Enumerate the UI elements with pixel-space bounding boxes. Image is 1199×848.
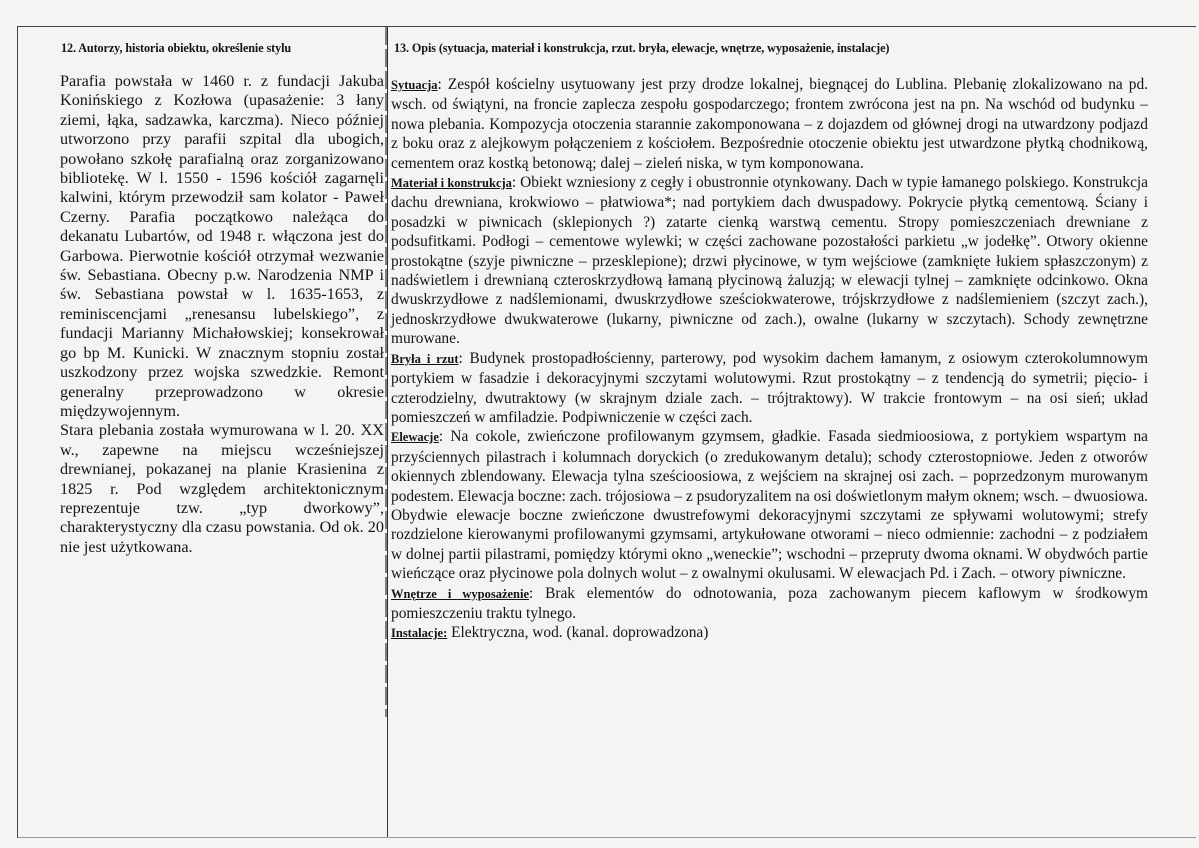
mass-plan-label: Bryła i rzut: [391, 351, 459, 366]
history-parish-paragraph: Parafia powstała w 1460 r. z fundacji Jakuba Konińskiego z Kozłowa (upasażenie: 3 łany ziemi, łąka, sadzawka, karczma). Nieco później utworzono przy parafii szpital dla ubogich, powołano szkołę parafialną oraz zorganizowano bibliotekę. W l. 1550 - 1596 kościół zagarnęli kalwini, którym przewodził sam kolator - Paweł Czerny. Parafia początkowo należąca do dekanatu Lubartów, od 1948 r. włączona jest do Garbowa. Pierwotnie kościół otrzymał wezwanie św. Sebastiana. Obecny p.w. Narodzenia NMP i św. Sebastiana powstał w l. 1635-1653, z reminiscencjami „renesansu lubelskiego”, z fundacji Marianny Michałowskiej; konsekrował go bp M. Kunicki. W znacznym stopniu został uszkodzony przez wojska szwedzkie. Remont generalny przeprowadzono w okresie międzywojennym.: [60, 72, 384, 420]
material-label: Materiał i konstrukcja: [391, 176, 512, 191]
section-13-heading: 13. Opis (sytuacja, materiał i konstrukcja, rzut. bryła, elewacje, wnętrze, wyposażenie, instalacje): [394, 41, 890, 55]
mass-plan-text: Budynek prostopadłościenny, parterowy, pod wysokim dachem łamanym, z osiowym czterokolumnowym portykiem w fasadzie i dekoracyjnymi szczytami wolutowymi. Rzut prostokątny – z tendencją do symetrii; pięcio- i czterodzielny, dwutraktowy (w skrajnym dziale zach. – trójtraktowy). W trakcie frontowym – na osi sień; układ pomieszczeń w amfiladzie. Podpiwniczenie w części zach.: [391, 349, 1148, 426]
section-12-heading: 12. Autorzy, historia obiektu, określenie stylu: [61, 41, 292, 55]
interior-paragraph: Wnętrze i wyposażenie: Brak elementów do odnotowania, poza zachowanym piecem kaflowym w środkowym pomieszczeniu traktu tylnego.: [391, 584, 1148, 622]
situation-paragraph: Sytuacja: Zespół kościelny usytuowany jest przy drodze lokalnej, biegnącej do Lublina. Plebanię zlokalizowano na pd. wsch. od świątyni, na froncie zaplecza zespołu gospodarczego; frontem zwrócona jest na pn. Na wschód od budynku – nowa plebania. Kompozycja otoczenia starannie zakomponowana – z dojazdem od głównej drogi na utwardzony podjazd z boku oraz z alejkowym połączeniem z kościołem. Bezpośrednie otoczenie obiektu jest utwardzone płytką chodnikową, cementem oraz kostką betonową; dalej – zieleń niska, w tym komponowana.: [391, 76, 1149, 172]
material-paragraph: Materiał i konstrukcja: Obiekt wzniesiony z cegły i obustronnie otynkowany. Dach w typie łamanego polskiego. Konstrukcja dachu drewniana, krokwiowo – płatwiowa*; nad portykiem dach dwuspadowy. Pokrycie płytką cementową. Ściany i posadzki w piwnicach (sklepionych ?) zatarte cienką warstwą cementu. Stropy pomieszczeniach drewniane z podsufitkami. Podłogi – cementowe wylewki; w części zachowane pozostałości parkietu „w jodełkę”. Otwory okienne prostokątne (szyje piwniczne – przesklepione); drzwi płycinowe, w tym wejściowe (zamknięte łukiem spłaszczonym) z nadświetlem i drewnianą czteroskrzydłową łamaną płycinową żaluzją; w elewacji tylnej – zamknięte odcinkowo. Okna dwuskrzydłowe z nadślemionami, dwuskrzydłowe sześciokwaterowe, trójskrzydłowe z nadślemieniem (szczyt zach.), jednoskrzydłowe dwukwaterowe (lukarny, piwniczne od zach.), owalne (lukarny w szczytach). Schody zewnętrzne murowane.: [391, 174, 1149, 348]
installations-paragraph: [391, 623, 1148, 643]
situation-label: Sytuacja: [391, 78, 438, 92]
interior-text: Brak elementów do odnotowania, poza zachowanym piecem kaflowym w środkowym pomieszczeniu traktu tylnego.: [391, 584, 1148, 622]
elevations-text: Na cokole, zwieńczone profilowanym gzymsem, gładkie. Fasada siedmioosiowa, z portykiem wspartym na przyściennych pilastrach i kolumnach doryckich (o zredukowanym detalu); schody czterostopniowe. Jeden z otworów okiennych zblendowany. Elewacja tylna sześcioosiowa, z wejściem na skrajnej osi zach. – poprzedzonym murowanym podestem. Elewacja boczne: zach. trójosiowa – z psudoryzalitem na osi doświetlonym małym oknem; wsch. – dwuosiowa. Obydwie elewacje boczne zwieńczone dwustrefowymi dekoracyjnymi szczytami ze spływami wolutowymi; strefy rozdzielone kierowanymi profilowanymi gzymsami, artykułowane otworami – nieco odmiennie: zachodni – z podziałem w dolnej partii pilastrami, pomiędzy którymi okno „weneckie”; wschodni – przepruty dwoma oknami. W obydwóch partie wieńczące oraz płycinowe pola dolnych wolut – z owalnymi okulusami. W elewacjach Pd. i Zach. – otwory piwniczne.: [391, 428, 1148, 583]
installations-text: Elektryczna, wod. (kanal. doprowadzona): [451, 624, 709, 642]
form-sheet: [17, 26, 1196, 838]
elevations-paragraph: Elewacje: Na cokole, zwieńczone profilowanym gzymsem, gładkie. Fasada siedmioosiowa, z portykiem wspartym na przyściennych pilastrach i kolumnach doryckich (o zredukowanym detalu); schody czterostopniowe. Jeden z otworów okiennych zblendowany. Elewacja tylna sześcioosiowa, z wejściem na skrajnej osi zach. – poprzedzonym murowanym podestem. Elewacja boczne: zach. trójosiowa – z psudoryzalitem na osi doświetlonym małym oknem; wsch. – dwuosiowa. Obydwie elewacje boczne zwieńczone dwustrefowymi dekoracyjnymi szczytami ze spływami wolutowymi; strefy rozdzielone kierowanymi profilowanymi gzymsami, artykułowane otworami – nieco odmiennie: zachodni – z podziałem w dolnej partii pilastrami, pomiędzy którymi okno „weneckie”; wschodni – przepruty dwoma oknami. W obydwóch partie wieńczące oraz płycinowe pola dolnych wolut – z owalnymi okulusami. W elewacjach Pd. i Zach. – otwory piwniczne.: [391, 428, 1148, 583]
elevations-label: Elewacje: [391, 430, 439, 445]
installations-label: Instalacje:: [391, 626, 448, 641]
interior-label: Wnętrze i wyposażenie: [391, 586, 530, 601]
description-column: [391, 75, 1148, 644]
mass-plan-paragraph: Bryła i rzut: Budynek prostopadłościenny, parterowy, pod wysokim dachem łamanym, z osiowym czterokolumnowym portykiem w fasadzie i dekoracyjnymi szczytami wolutowymi. Rzut prostokątny – z tendencją do symetrii; pięcio- i czterodzielny, dwutraktowy (w skrajnym dziale zach. – trójtraktowy). W trakcie frontowym – na osi sień; układ pomieszczeń w amfiladzie. Podpiwniczenie w części zach.: [391, 349, 1148, 426]
history-column: [60, 72, 384, 557]
column-divider-scan-mark: [385, 27, 388, 717]
situation-text: Zespół kościelny usytuowany jest przy drodze lokalnej, biegnącej do Lublina. Plebanię zlokalizowano na pd. wsch. od świątyni, na froncie zaplecza zespołu gospodarczego; frontem zwrócona jest na pn. Na wschód od budynku – nowa plebania. Kompozycja otoczenia starannie zakomponowana – z dojazdem od głównej drogi na utwardzony podjazd z boku oraz z alejkowym połączeniem z kościołem. Bezpośrednie otoczenie obiektu jest utwardzone płytką chodnikową, cementem oraz kostką betonową; dalej – zieleń niska, w tym komponowana.: [391, 76, 1149, 172]
history-rectory-paragraph: Stara plebania została wymurowana w l. 20. XX w., zapewne na miejscu wcześniejszej drewnianej, pokazanej na planie Krasienina z 1825 r. Pod względem architektonicznym reprezentuje tzw. „typ dworkowy”, charakterystyczny dla czasu powstania. Od ok. 20 nie jest użytkowana.: [60, 421, 384, 556]
material-text: Obiekt wzniesiony z cegły i obustronnie otynkowany. Dach w typie łamanego polskiego. Konstrukcja dachu drewniana, krokwiowo – płatwiowa*; nad portykiem dach dwuspadowy. Pokrycie płytką cementową. Ściany i posadzki w piwnicach (sklepionych ?) zatarte cienką warstwą cementu. Stropy pomieszczeniach drewniane z podsufitkami. Podłogi – cementowe wylewki; w części zachowane pozostałości parkietu „w jodełkę”. Otwory okienne prostokątne (szyje piwniczne – przesklepione); drzwi płycinowe, w tym wejściowe (zamknięte łukiem spłaszczonym) z nadświetlem i drewnianą czteroskrzydłową łamaną płycinową żaluzją; w elewacji tylnej – zamknięte odcinkowo. Okna dwuskrzydłowe z nadślemionami, dwuskrzydłowe sześciokwaterowe, trójskrzydłowe z nadślemieniem (szczyt zach.), jednoskrzydłowe dwukwaterowe (lukarny, piwniczne od zach.), owalne (lukarny w szczytach). Schody zewnętrzne murowane.: [391, 174, 1149, 348]
